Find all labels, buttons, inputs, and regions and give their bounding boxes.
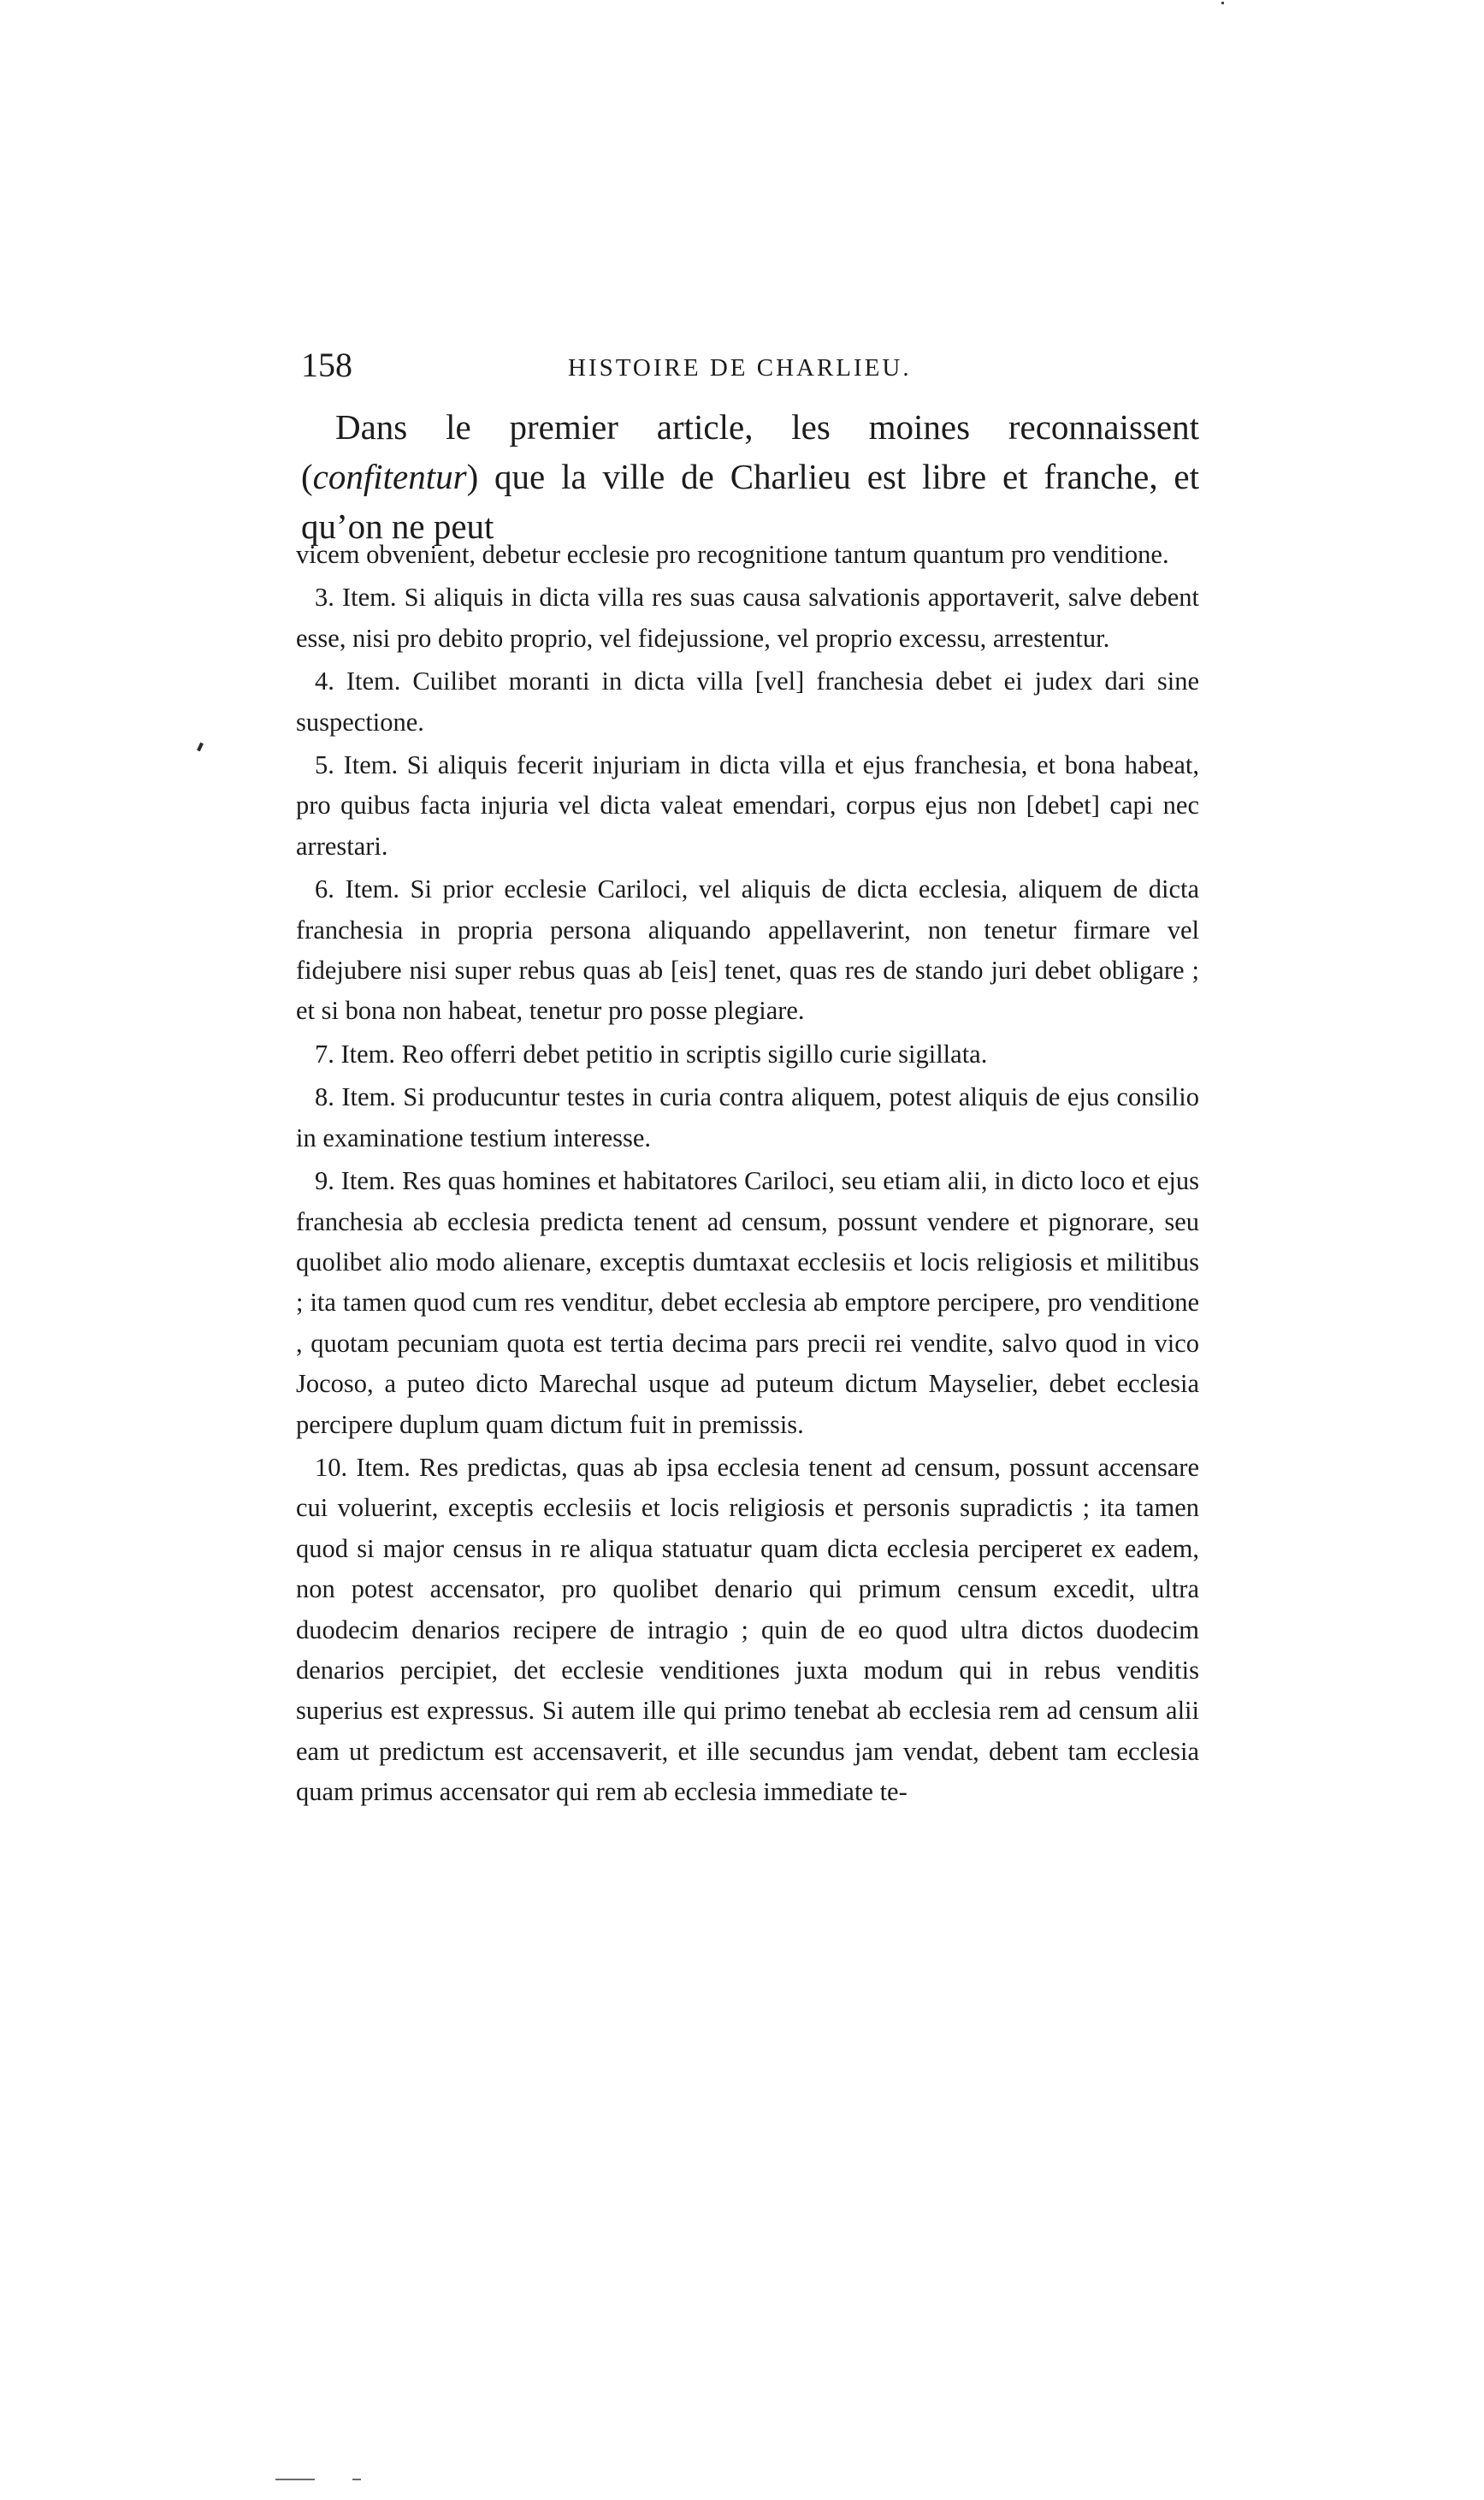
article-text: Item. Si producuntur testes in curia contra aliquem, potest aliquis de ejus consilio in examinatione testium interesse.	[296, 1082, 1199, 1152]
article-text: Item. Res predictas, quas ab ipsa ecclesia tenent ad censum, possunt accensare cui voluerint, exceptis ecclesiis et locis religiosis et personis supradictis ; ita tamen quod si major census in re aliqua statuatur quam dicta ecclesia perciperet ex eadem, non potest accensator, pro quolibet denario qui primum censum excedit, ultra duodecim denarios recipere de intragio ; quin de eo quod ultra dictos duodecim denarios percipiet, det ecclesie venditiones juxta modum qui in rebus venditis superius est expressus. Si autem ille qui primo tenebat ab ecclesia rem ad censum alii eam ut predictum est accensaverit, et ille secundus jam vendat, debent tam ecclesia quam primus accensator qui rem ab ecclesia immediate te-	[296, 1452, 1200, 1807]
charter-article-3	[296, 578, 1199, 659]
intro-text-before: Dans le premier article, les moines reconnaissent (	[301, 407, 1199, 496]
margin-tick-mark	[197, 743, 204, 752]
article-number: 8.	[315, 1082, 334, 1112]
latin-charter-text	[296, 535, 1199, 1816]
french-intro-paragraph	[301, 402, 1199, 551]
article-number: 5.	[315, 750, 334, 780]
article-number: 4.	[315, 666, 334, 696]
charter-article-4	[296, 661, 1199, 743]
page-header	[301, 344, 1199, 395]
article-text: Item. Si aliquis fecerit injuriam in dicta villa et ejus franchesia, et bona habeat, pro quibus facta injuria vel dicta valeat emendari, corpus ejus non [debet] capi nec arrestari.	[296, 750, 1199, 861]
article-text: Item. Reo offerri debet petitio in scriptis sigillo curie sigillata.	[340, 1039, 988, 1069]
footer-mark	[275, 2479, 315, 2480]
footer-mark	[352, 2479, 361, 2480]
article-text: Item. Res quas homines et habitatores Cariloci, seu etiam alii, in dicto loco et ejus franchesia ab ecclesia predicta tenent ad censum, possunt vendere et pignorare, seu quolibet alio modo alienare, exceptis dumtaxat ecclesiis et locis religiosis et militibus ; ita tamen quod cum res venditur, debet ecclesia ab emptore percipere, pro venditione , quotam pecuniam quota est tertia decima pars precii rei vendite, salvo quod in vico Jocoso, a puteo dicto Marechal usque ad puteum dictum Mayselier, debet ecclesia percipere duplum quam dictum fuit in premissis.	[296, 1166, 1199, 1439]
charter-article-8	[296, 1077, 1199, 1158]
article-number: 3.	[315, 583, 334, 613]
charter-article-6	[296, 869, 1199, 1032]
charter-article-7	[296, 1034, 1199, 1075]
charter-continuation: vicem obvenient, debetur ecclesie pro recognitione tantum quantum pro venditione.	[296, 540, 1169, 569]
intro-emphasis: confitentur	[312, 457, 467, 496]
corner-speck	[1221, 2, 1224, 4]
page-number: 158	[301, 346, 352, 384]
article-text: Item. Si prior ecclesie Cariloci, vel aliquis de dicta ecclesia, aliquem de dicta franchesia in propria persona aliquando appellaverint, non tenetur firmare vel fidejubere nisi super rebus quas ab [eis] tenet, quas res de stando juri debet obligare ; et si bona non habeat, tenetur pro posse plegiare.	[296, 874, 1200, 1026]
intro-text	[301, 402, 1199, 551]
article-number: 10.	[315, 1452, 348, 1482]
charter-article-10	[296, 1448, 1199, 1813]
article-text: Item. Cuilibet moranti in dicta villa [vel] franchesia debet ei judex dari sine suspectione.	[296, 666, 1199, 737]
footer-scan-marks	[275, 2479, 412, 2484]
article-number: 6.	[315, 874, 334, 904]
charter-article-9	[296, 1161, 1199, 1445]
charter-article-5	[296, 745, 1199, 867]
article-text: Item. Si aliquis in dicta villa res suas causa salvationis apportaverit, salve debent esse, nisi pro debito proprio, vel fidejussione, vel proprio excessu, arrestentur.	[296, 583, 1199, 653]
article-number: 7.	[315, 1039, 334, 1069]
intro-text-after: ) que la ville de Charlieu est libre et franche, et qu’on ne peut	[301, 457, 1199, 546]
article-number: 9.	[315, 1166, 334, 1196]
running-title: HISTOIRE DE CHARLIEU.	[568, 354, 912, 382]
